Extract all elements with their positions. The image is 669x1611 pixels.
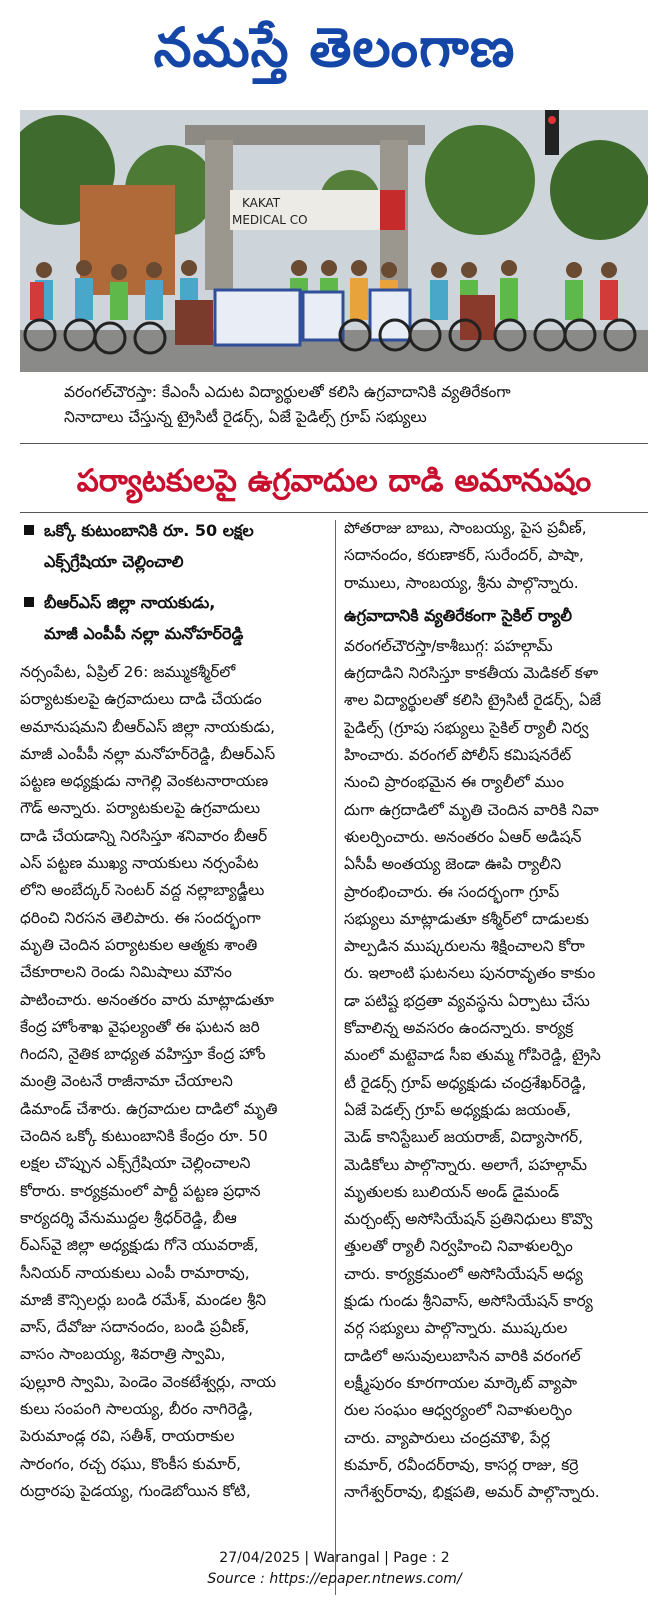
page-footer: [0, 1548, 669, 1590]
article-line: ప్రారంభించారు. ఈ సందర్భంగా గ్రూప్‌: [344, 882, 560, 901]
article-line: డా పటిష్ట భద్రతా వ్యవస్థను ఏర్పాటు చేసు: [344, 991, 590, 1010]
article-line: లక్ష్మీపురం కూరగాయల మార్కెట్‌ వ్యాపా: [344, 1373, 578, 1392]
bullet-point: [20, 587, 326, 649]
cycle-rally-photo-illustration: [20, 110, 648, 372]
article-line: మెడ్‌ కానిస్టేబుల్‌ జయరాజ్‌, విద్యాసాగర్‌,: [344, 1128, 584, 1147]
edition-info: 27/04/2025 | Warangal | Page : 2: [219, 1550, 450, 1566]
article-line: పుల్లూరి స్వామి, పెండెం వెంకటేశ్వర్లు, నాయ: [20, 1372, 276, 1391]
article-line: మెడికోలు పాల్గొన్నారు. అలాగే, పహల్గామ్‌: [344, 1155, 587, 1174]
article-body-1-continued: [344, 515, 650, 597]
article-line: మాజీ కౌన్సిలర్లు బండి రమేశ్‌, మండల శ్రీని: [20, 1290, 267, 1309]
article-line: ఉగ్రదాడిని నిరసిస్తూ కాకతీయ మెడికల్‌ కళా: [344, 664, 599, 683]
article-line: కోరారు. కార్యక్రమంలో పార్టీ పట్టణ ప్రధాన: [20, 1181, 261, 1200]
headline: పర్యాటకులపై ఉగ్రవాదుల దాడి అమానుషం: [76, 463, 592, 499]
photo-caption: [64, 380, 648, 430]
article-line: టీ రైడర్స్‌ గ్రూప్‌ అధ్యక్షుడు చంద్రశేఖర్‌రెడ్డి,: [344, 1073, 587, 1092]
source-link[interactable]: Source : https://epaper.ntnews.com/: [207, 1571, 462, 1587]
article-line: దుగా ఉగ్రదాడిలో మృతి చెందిన వారికి నివా: [344, 800, 599, 819]
article-line: రుల సంఘం ఆధ్వర్యంలో నివాళులర్పిం: [344, 1401, 573, 1420]
masthead: [0, 8, 669, 88]
article-line: శాల విద్యార్థులతో కలిసి ట్రైసిటీ రైడర్స్‌, ఏజే: [344, 691, 601, 710]
gate-sign-text-2: MEDICAL CO: [232, 213, 308, 227]
article-line: ఏజే పెడల్స్‌ గ్రూప్‌ అధ్యక్షుడు జయంత్‌,: [344, 1100, 572, 1119]
article-line: నుంచి ప్రారంభమైన ఈ ర్యాలీలో ముం: [344, 773, 565, 792]
article-line: రుద్రారపు పైడయ్య, గుండెబోయిన కోటి,: [20, 1481, 251, 1500]
article-line: క్షుడు గుండు శ్రీనివాస్‌, అసోసియేషన్‌ కార్య: [344, 1292, 593, 1311]
news-photo: [20, 110, 648, 372]
caption-line: వరంగల్‌చౌరస్తా: కేఎంసీ ఎదుట విద్యార్థులతో కలిసి ఉగ్రవాదానికి వ్యతిరేకంగా: [64, 383, 511, 401]
gate-sign-text-1: KAKAT: [242, 196, 281, 210]
article-line: సారంగం, రచ్చ రఘు, కొంకీస కుమార్‌,: [20, 1454, 241, 1473]
caption-line: నినాదాలు చేస్తున్న ట్రైసిటీ రైడర్స్‌, ఏజే పైడిల్స్‌ గ్రూప్‌ సభ్యులు: [64, 408, 427, 426]
article-line: దాడి చేయడాన్ని నిరసిస్తూ శనివారం బీఆర్‌: [20, 826, 268, 845]
bullet-square-icon: [24, 525, 34, 535]
article-line: హించారు. వరంగల్‌ పోలీస్‌ కమిషనరేట్‌: [344, 746, 572, 765]
article-line: మాజీ ఎంపీపీ నల్లా మనోహర్‌రెడ్డి, బీఆర్‌ఎస్‌: [20, 744, 276, 763]
article-line: నర్సంపేట, ఏప్రిల్‌ 26: జమ్ముకశ్మీర్‌లో: [20, 663, 236, 681]
article-line: లోని అంబేద్కర్‌ సెంటర్‌ వద్ద నల్లాబ్యాడ్జీలు: [20, 881, 265, 900]
article-line: పర్యాటకులపై ఉగ్రవాదులు దాడి చేయడం: [20, 690, 262, 709]
article-line: రు. ఇలాంటి ఘటనలు పునరావృతం కాకుం: [344, 964, 596, 983]
article-line: లక్షల చొప్పున ఎక్స్‌గ్రేషియా చెల్లించాలని: [20, 1154, 251, 1173]
newspaper-title: నమస్తే తెలంగాణ: [153, 16, 516, 79]
article-line: పట్టణ అధ్యక్షుడు నాగెల్లి వెంకటనారాయణ: [20, 772, 269, 791]
bullet-text-line: మాజీ ఎంపీపీ నల్లా మనోహర్‌రెడ్డి: [44, 624, 244, 643]
article-line: సీనియర్‌ నాయకులు ఎంపీ రామారావు,: [20, 1263, 250, 1282]
article-line: కుమార్‌, రవీందర్‌రావు, కాసర్ల రాజు, కర్రె: [344, 1455, 579, 1474]
article-line: చారు. వ్యాపారులు చంద్రమౌళి, పేర్ల: [344, 1428, 550, 1447]
caption-divider: [20, 443, 648, 444]
article-line: ళులర్పించారు. అనంతరం ఏఆర్‌ అడిషన్‌: [344, 827, 582, 846]
article-line: మర్చంట్స్‌ అసోసియేషన్‌ ప్రతినిధులు కొవ్వొ: [344, 1210, 593, 1229]
article-line: మంలో మట్టెవాడ సీఐ తుమ్మ గోపిరెడ్డి, ట్రైసి: [344, 1046, 601, 1065]
article-line: చెందిన ఒక్కో కుటుంబానికి కేంద్రం రూ. 50: [20, 1127, 268, 1146]
article-line: మృతులకు బులియన్‌ అండ్‌ డైమండ్‌: [344, 1182, 560, 1201]
article-line: సభ్యులు మాట్లాడుతూ కశ్మీర్‌లో దాడులకు: [344, 909, 589, 928]
article-line: కేంద్ర హోంశాఖ వైఫల్యంతో ఈ ఘటన జరి: [20, 1017, 260, 1036]
article-line: మృతి చెందిన పర్యాటకుల ఆత్మకు శాంతి: [20, 935, 258, 954]
article-line: కులు సంపంగి సాలయ్య, బీరం నాగిరెడ్డి,: [20, 1400, 254, 1419]
article-line: చేకూరాలని రెండు నిమిషాలు మౌనం: [20, 963, 232, 982]
article-line: పైడిల్స్‌ (గ్రూపు సభ్యులు సైకిల్‌ ర్యాలీ నిర్వ: [344, 718, 589, 737]
article-line: పాల్పడిన ముష్కరులను శిక్షించాలని కోరా: [344, 937, 585, 956]
article-line: వరంగల్‌చౌరస్తా/కాశీబుగ్గ: పహల్గామ్‌: [344, 636, 553, 655]
article-line: ర్‌ఎస్‌వై జిల్లా అధ్యక్షుడు గోనె యువరాజ్‌,: [20, 1236, 259, 1255]
article-line: రాములు, సాంబయ్య, శ్రీను పాల్గొన్నారు.: [344, 573, 579, 592]
article-line: నాగేశ్వర్‌రావు, భిక్షపతి, అమర్‌ పాల్గొన్నారు.: [344, 1483, 600, 1502]
article-line: ఎస్‌ పట్టణ ముఖ్య నాయకులు నర్సంపేట: [20, 854, 259, 873]
article-line: ధరించి నిరసన తెలిపారు. ఈ సందర్భంగా: [20, 908, 261, 927]
bullet-text-line: ఒక్కో కుటుంబానికి రూ. 50 లక్షల: [44, 521, 254, 540]
bullet-point: [20, 515, 326, 577]
article-2-subhead: ఉగ్రవాదానికి వ్యతిరేకంగా సైకిల్‌ ర్యాలీ: [344, 605, 573, 625]
article-line: త్తులతో ర్యాలీ నిర్వహించి నివాళులర్పిం: [344, 1237, 573, 1256]
article-line: దాడిలో అసువులుబాసిన వారికి వరంగల్‌: [344, 1346, 581, 1365]
article-line: పాటించారు. అనంతరం వారు మాట్లాడుతూ: [20, 990, 274, 1009]
highlight-bullets: [20, 515, 326, 649]
article-line: కార్యదర్శి వేనుముద్దల శ్రీధర్‌రెడ్డి, బీఆ: [20, 1208, 237, 1227]
article-line: గౌడ్‌ అన్నారు. పర్యాటకులపై ఉగ్రవాదులు: [20, 799, 261, 818]
article-line: పోతరాజు బాబు, సాంబయ్య, పైస ప్రవీణ్‌,: [344, 519, 587, 537]
article-line: మంత్రి వెంటనే రాజీనామా చేయాలని: [20, 1072, 233, 1091]
left-column: [20, 515, 326, 1505]
bullet-text-line: ఎక్స్‌గ్రేషియా చెల్లించాలి: [44, 552, 184, 571]
article-body-2: [344, 633, 650, 1507]
article-line: గిందని, నైతిక బాధ్యత వహిస్తూ కేంద్ర హోం: [20, 1045, 266, 1064]
bullet-text-line: బీఆర్‌ఎస్‌ జిల్లా నాయకుడు,: [44, 593, 216, 612]
right-column: [344, 515, 650, 1506]
headline-divider: [20, 512, 648, 513]
article-body-1: [20, 659, 326, 1505]
article-line: వాసం సాంబయ్య, శివరాత్రి స్వామి,: [20, 1345, 226, 1364]
article-line: అమానుషమని బీఆర్‌ఎస్‌ జిల్లా నాయకుడు,: [20, 717, 276, 736]
article-line: వర్గ సభ్యులు పాల్గొన్నారు. ముష్కరుల: [344, 1319, 568, 1338]
article-line: సదానందం, కరుణాకర్‌, సురేందర్‌, పాషా,: [344, 546, 584, 565]
article-line: డిమాండ్‌ చేశారు. ఉగ్రవాదుల దాడిలో మృతి: [20, 1099, 278, 1118]
article-line: ఏసీపీ అంతయ్య జెండా ఊపి ర్యాలీని: [344, 855, 562, 874]
article-line: కోవాలిన్న అవసరం ఉందన్నారు. కార్యక్ర: [344, 1019, 574, 1038]
article-line: చారు. కార్యక్రమంలో అసోసియేషన్‌ అధ్య: [344, 1264, 583, 1283]
article-line: పెరుమాండ్ల రవి, సతీశ్‌, రాయరాకుల: [20, 1427, 235, 1446]
column-divider: [335, 520, 336, 1595]
bullet-square-icon: [24, 597, 34, 607]
article-line: వాస్‌, దేవోజు సదానందం, బండి ప్రవీణ్‌,: [20, 1318, 250, 1337]
